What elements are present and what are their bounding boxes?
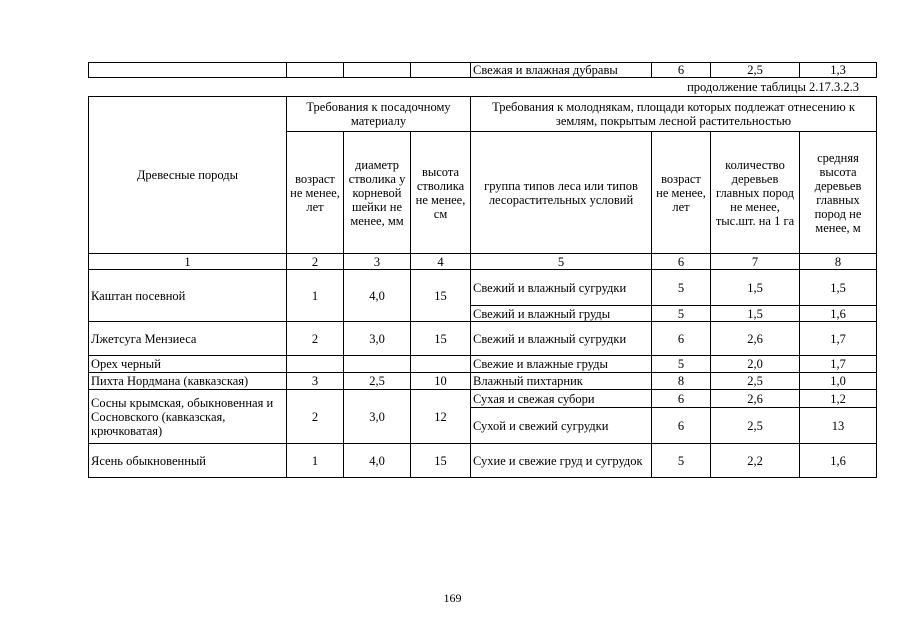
forest-type-cell: Свежий и влажный сугрудки [471, 322, 652, 356]
tree-count-cell: 2,6 [711, 322, 800, 356]
seedling-height-cell: 15 [411, 270, 471, 322]
young-age-cell: 5 [652, 444, 711, 478]
column-number: 1 [89, 254, 287, 270]
forest-type-cell: Сухие и свежие груд и сугрудок [471, 444, 652, 478]
avg-height-cell: 1,5 [800, 270, 877, 306]
avg-height-cell: 13 [800, 408, 877, 444]
species-cell: Ясень обыкновенный [89, 444, 287, 478]
forest-type-cell: Влажный пихтарник [471, 373, 652, 390]
column-number: 6 [652, 254, 711, 270]
seedling-age-cell: 2 [287, 322, 344, 356]
header-col-tree-count: количество деревьев главных пород не менее, тыс.шт. на 1 га [711, 132, 800, 254]
header-col-diameter: диаметр стволика у корневой шейки не менее, мм [344, 132, 411, 254]
column-number: 4 [411, 254, 471, 270]
forest-type-cell: Свежие и влажные груды [471, 356, 652, 373]
seedling-height-cell: 15 [411, 322, 471, 356]
young-age-cell: 6 [652, 390, 711, 408]
tree-count-cell: 2,5 [711, 408, 800, 444]
main-table [88, 96, 877, 478]
table-cell: 2,5 [711, 63, 800, 78]
tree-count-cell: 1,5 [711, 306, 800, 322]
tree-count-cell: 2,6 [711, 390, 800, 408]
table-row [89, 390, 877, 408]
table-cell: 6 [652, 63, 711, 78]
page-number: 169 [443, 591, 462, 605]
young-age-cell: 5 [652, 306, 711, 322]
top-table-fragment [88, 62, 877, 78]
seedling-height-cell: 10 [411, 373, 471, 390]
diameter-cell [344, 356, 411, 373]
seedling-height-cell: 12 [411, 390, 471, 444]
diameter-cell: 4,0 [344, 270, 411, 322]
tree-count-cell: 2,2 [711, 444, 800, 478]
tree-count-cell: 2,0 [711, 356, 800, 373]
young-age-cell: 5 [652, 356, 711, 373]
species-cell: Орех черный [89, 356, 287, 373]
table-cell [287, 63, 344, 78]
species-cell: Лжетсуга Мензиеса [89, 322, 287, 356]
diameter-cell: 3,0 [344, 390, 411, 444]
seedling-age-cell [287, 356, 344, 373]
column-number-row [89, 254, 877, 270]
avg-height-cell: 1,7 [800, 322, 877, 356]
forest-type-cell: Сухой и свежий сугрудки [471, 408, 652, 444]
table-row [89, 270, 877, 306]
young-age-cell: 6 [652, 322, 711, 356]
table-cell: 1,3 [800, 63, 877, 78]
diameter-cell: 4,0 [344, 444, 411, 478]
table-cell [344, 63, 411, 78]
header-col-height: высота стволика не менее, см [411, 132, 471, 254]
header-col-avg-height: средняя высота деревьев главных пород не менее, м [800, 132, 877, 254]
tree-count-cell: 2,5 [711, 373, 800, 390]
seedling-age-cell: 1 [287, 444, 344, 478]
column-number: 7 [711, 254, 800, 270]
species-cell: Пихта Нордмана (кавказская) [89, 373, 287, 390]
table-row [89, 373, 877, 390]
column-number: 3 [344, 254, 411, 270]
seedling-age-cell: 1 [287, 270, 344, 322]
avg-height-cell: 1,7 [800, 356, 877, 373]
table-continuation-label: продолжение таблицы 2.17.3.2.3 [687, 80, 859, 94]
header-col-forest-type: группа типов леса или типов лесорастительных условий [471, 132, 652, 254]
seedling-age-cell: 2 [287, 390, 344, 444]
seedling-age-cell: 3 [287, 373, 344, 390]
seedling-height-cell [411, 356, 471, 373]
young-age-cell: 5 [652, 270, 711, 306]
header-species: Древесные породы [89, 97, 287, 254]
avg-height-cell: 1,6 [800, 444, 877, 478]
table-row [89, 322, 877, 356]
avg-height-cell: 1,2 [800, 390, 877, 408]
column-number: 5 [471, 254, 652, 270]
table-cell [411, 63, 471, 78]
table-row [89, 63, 877, 78]
seedling-height-cell: 15 [411, 444, 471, 478]
forest-type-cell: Свежий и влажный сугрудки [471, 270, 652, 306]
diameter-cell: 3,0 [344, 322, 411, 356]
column-number: 2 [287, 254, 344, 270]
avg-height-cell: 1,0 [800, 373, 877, 390]
table-cell: Свежая и влажная дубравы [471, 63, 652, 78]
column-number: 8 [800, 254, 877, 270]
avg-height-cell: 1,6 [800, 306, 877, 322]
species-cell: Сосны крымская, обыкновенная и Сосновского (кавказская, крючковатая) [89, 390, 287, 444]
header-planting-material: Требования к посадочному материалу [287, 97, 471, 132]
young-age-cell: 6 [652, 408, 711, 444]
table-cell [89, 63, 287, 78]
header-col-age: возраст не менее, лет [287, 132, 344, 254]
diameter-cell: 2,5 [344, 373, 411, 390]
young-age-cell: 8 [652, 373, 711, 390]
table-row [89, 444, 877, 478]
forest-type-cell: Сухая и свежая субори [471, 390, 652, 408]
header-col-young-age: возраст не менее, лет [652, 132, 711, 254]
header-row-groups [89, 97, 877, 132]
table-row [89, 356, 877, 373]
species-cell: Каштан посевной [89, 270, 287, 322]
header-young-stands: Требования к молоднякам, площади которых подлежат отнесению к землям, покрытым лесной растительностью [471, 97, 877, 132]
forest-type-cell: Свежий и влажный груды [471, 306, 652, 322]
tree-count-cell: 1,5 [711, 270, 800, 306]
